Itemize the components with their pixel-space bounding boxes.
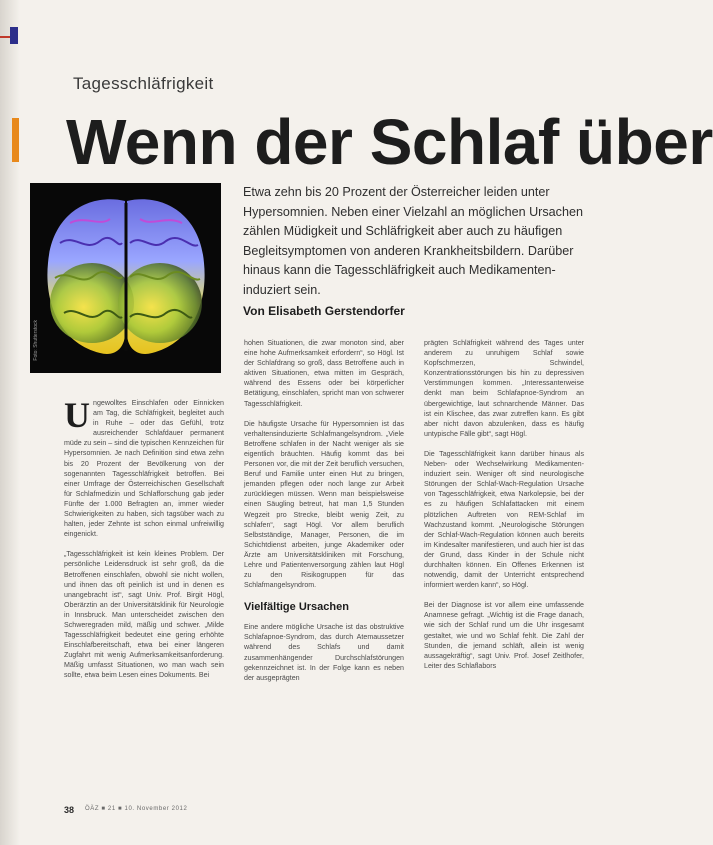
column-2-paragraph-3: Eine andere mögliche Ursache ist das obstruktive Schlafapnoe-Syndrom, das durch Atemaussetzer während des Schlafs und damit zusammenhängender Durchschlafstörungen gekennzeichnet ist. In der Folge kann es neben der ausgeprägten [244,623,404,682]
column-3-paragraph-3: Bei der Diagnose ist vor allem eine umfassende Anamnese gefragt. „Wichtig ist die Frage danach, wie sich der Schlaf rund um die Uhr insgesamt gestaltet, wie und wo Schlaf fehlt. Die Zahl der Stunden, die jemand schläft, allein ist wenig aussagekräftig“, sagt Univ. Prof. Josef Zeitlhofer, Leiter des Schlaflabors [424,601,584,670]
brain-illustration [30,183,221,373]
kicker: Tagesschläfrigkeit [73,74,214,93]
article-column-2 [244,338,404,693]
byline: Von Elisabeth Gerstendorfer [243,304,405,318]
drop-cap: U [64,395,90,435]
article-column-1 [64,395,224,691]
column-3-paragraph-1: prägten Schläfrigkeit während des Tages unter anderem zu unruhigem Schlaf sowie Kopfschmerzen, Schwindel, Konzentrationsstörungen bis hin zu depressiven Verstimmungen kommen. „Interessanterweise denkt man beim Schlafapnoe-Syndrom an übergewichtige, laut schnarchende Männer. Das ist ein Klischee, das zwar zutreffen kann. Es gibt aber nicht davon abzulenken, dass es häufig untypische Fälle gibt“, sagt Högl. [424,339,584,438]
article-column-3 [424,338,584,681]
column-1-paragraph-2: „Tagesschläfrigkeit ist kein kleines Problem. Der persönliche Leidensdruck ist sehr groß, da die Betroffenen einschlafen, obwohl sie nicht wollen, und ihnen das oft peinlich ist und in denen es unangebracht ist“, sagt Univ. Prof. Birgit Högl, Oberärztin an der Universitätsklinik für Neurologie in Innsbruck. Man unterscheidet zwischen den Schweregraden mild, mäßig und schwer. „Milde Tagesschläfrigkeit bedeutet eine gering erhöhte Einschlafbereitschaft, etwa bei einer längeren Zugfahrt mit wenig Aufmerksamkeitsanforderung. Mäßig umfasst Situationen, wo man wach sein sollte, etwa beim Lesen eines Dokuments. Bei [64,550,224,680]
column-2-paragraph-2: Die häufigste Ursache für Hypersomnien ist das verhaltensinduzierte Schlafmangelsyndrom. „Viele Betroffene schlafen in der Nacht weniger als sie eigentlich bräuchten. Häufig kommt das bei Personen vor, die mit der Zeit beruflich versuchen, Beruf und Familie unter einen Hut zu bringen, jemanden pflegen oder noch lange zur Arbeit zurückliegen müssen. Wenn man beispielsweise einen Säugling betreut, hat man 1,5 Stunden Wegzeit pro Strecke, bleibt wenig Zeit, zu schlafen“, sagt Högl. Vor allem beruflich Selbstständige, Manager, Personen, die im Schichtdienst arbeiten, junge Akademiker oder Ärzte am Universitätskliniken mit Forschung, Lehre und Patientenversorgung zählen laut Högl zu den Risikogruppen für das Schlafmangelsyndrom. [244,419,404,590]
issue-info: ÖÄZ ■ 21 ■ 10. November 2012 [85,806,188,812]
corner-mark [10,27,18,44]
section-subhead: Vielfältige Ursachen [244,601,349,614]
section-color-tab [12,118,19,162]
column-2-paragraph-1: hohen Situationen, die zwar monoton sind, aber eine hohe Aufmerksamkeit erfordern“, so Högl. Ist der Schlafdrang so groß, dass Betroffene auch in aktiven Situationen, etwa mitten im Gespräch, während des Essens oder bei körperlicher Betätigung, einschlafen, spricht man von schwerer Tagesschläfrigkeit. [244,339,404,408]
photo-credit: Foto: Shutterstock [33,320,39,361]
corner-line [0,36,10,38]
column-1-text-1: ngewolltes Einschlafen oder Einnicken am Tag, die Schläfrigkeit, begleitet auch in Ruhe – oder das Gefühl, trotz ausreichender Schlafdauer permanent müde zu sein – sind die typischen Kennzeichen für Hypersomnien. Je nach Definition sind etwa zehn bis 20 Prozent der Bevölkerung von der sogenannten Tagesschläfrigkeit betroffen. Bei einer Umfrage der Österreichischen Gesellschaft für Schlafmedizin und Schlafforschung gab jeder Fünfte der 1.000 Befragten an, immer wieder Schwierigkeiten zu haben, sich tagsüber wach zu halten, jeder Zehnte ist schon einmal unfreiwillig eingenickt. [64,399,224,539]
brain-image [30,183,221,373]
page-number: 38 [64,805,75,815]
column-3-paragraph-2: Die Tagesschläfrigkeit kann darüber hinaus als Neben- oder Wechselwirkung Medikamenten-induziert sein. Weniger oft sind neurologische Störungen der Schlaf-Wach-Regulation Ursache von Tagesschläfrigkeit, etwa Narkolepsie, bei der es zu häufigen Schlafattacken mit einem plötzlichen Auftreten von REM-Schlaf im Wachzustand kommt. „Neurologische Störungen der Schlaf-Wach-Regulation können auch bereits im Kindesalter manifestieren, und auch hier ist das der Grund, dass Kinder in der Schule nicht durchhalten können. Ein Offenes Erkennen ist notwendig, damit der Unterricht entsprechend informiert werden kann“, so Högl. [424,449,584,590]
lead-paragraph: Etwa zehn bis 20 Prozent der Österreicher leiden unter Hypersomnien. Neben einer Vielzahl an möglichen Ursachen zählen Müdigkeit und Schläfrigkeit aber auch zu häufigen Begleitsymptomen von anderen Krankheitsbildern. Darüber hinaus kann die Tagesschläfrigkeit auch Medikamenten-induziert sein. [243,185,583,297]
headline: Wenn der Schlaf über [66,106,713,178]
column-1-paragraph-1 [64,395,224,539]
